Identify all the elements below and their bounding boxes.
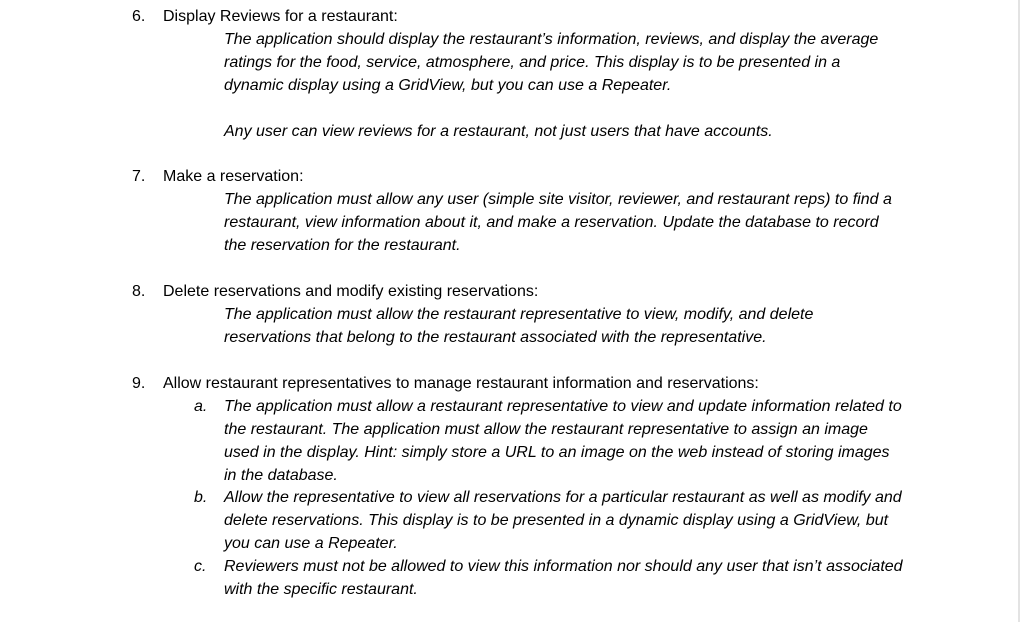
page-edge-divider [1018, 0, 1020, 622]
item-number: 8. [132, 283, 146, 300]
item-number: 7. [132, 168, 146, 185]
sub-item-text: Allow the representative to view all reservations for a particular restaurant as well as modify and delete reservations. This display is to be presented in a dynamic display using a GridView, but you can use a Repeater. [224, 489, 902, 552]
item-heading: Allow restaurant representatives to manage restaurant information and reservations: [163, 375, 759, 392]
sub-item-letter: c. [194, 558, 207, 575]
sub-item-text: Reviewers must not be allowed to view this information nor should any user that isn’t associated with the specific restaurant. [224, 558, 903, 598]
item-note: Any user can view reviews for a restaurant, not just users that have accounts. [224, 123, 773, 140]
item-description: The application must allow any user (simple site visitor, reviewer, and restaurant reps) to find a restaurant, view information about it, and make a reservation. Update the database to record the reservation for the restaurant. [224, 191, 892, 254]
sub-item-text: The application must allow a restaurant representative to view and update information related to the restaurant. The application must allow the restaurant representative to assign an image used in the display. Hint: simply store a URL to an image on the web instead of storing images in the database. [224, 398, 902, 484]
sub-item-letter: b. [194, 489, 208, 506]
item-number: 9. [132, 375, 146, 392]
item-heading: Display Reviews for a restaurant: [163, 8, 398, 25]
item-number: 6. [132, 8, 146, 25]
item-heading: Delete reservations and modify existing reservations: [163, 283, 539, 300]
item-description: The application should display the restaurant’s information, reviews, and display the average ratings for the food, service, atmosphere, and price. This display is to be presented in a dynamic display using a GridView, but you can use a Repeater. [224, 31, 879, 94]
sub-item-letter: a. [194, 398, 208, 415]
item-heading: Make a reservation: [163, 168, 304, 185]
item-description: The application must allow the restaurant representative to view, modify, and delete reservations that belong to the restaurant associated with the representative. [224, 306, 814, 346]
